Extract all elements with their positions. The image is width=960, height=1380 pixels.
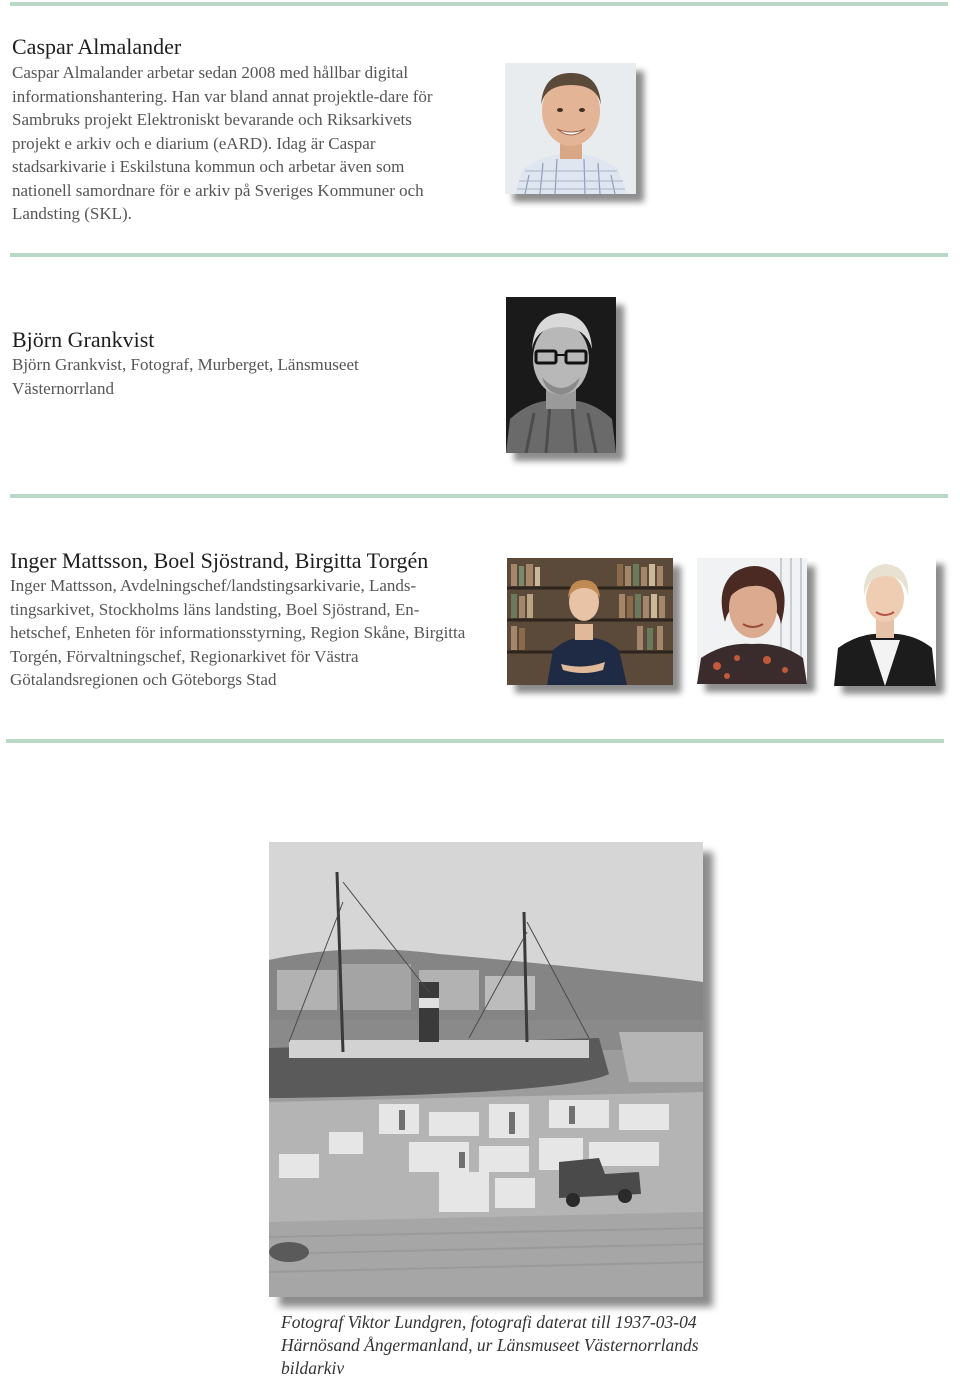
caption-line-2: Härnösand Ångermanland, ur Länsmuseet Västernorrlands xyxy=(281,1335,699,1355)
portrait-bjorn-photo xyxy=(506,297,616,453)
section-bio-bjorn: Björn Grankvist, Fotograf, Murberget, Länsmuseet Västernorrland xyxy=(12,355,359,398)
photo-caption xyxy=(281,1311,711,1380)
divider-3 xyxy=(6,739,944,743)
portrait-boel-image xyxy=(697,558,807,684)
caption-line-1: Fotograf Viktor Lundgren, fotografi daterat till 1937-03-04 xyxy=(281,1312,697,1332)
portrait-boel-photo xyxy=(697,558,807,684)
section-title-caspar: Caspar Almalander xyxy=(12,34,182,59)
portrait-inger-photo xyxy=(507,558,673,685)
divider-top xyxy=(10,2,948,6)
portrait-caspar-photo xyxy=(505,63,636,194)
portrait-bjorn-image xyxy=(506,297,616,453)
portrait-inger-image xyxy=(507,558,673,685)
portrait-caspar-image xyxy=(505,63,636,194)
section-bio-caspar: Caspar Almalander arbetar sedan 2008 med hållbar digital informationshantering. Han var bland annat projektle-dare för Sambruks projekt Elektroniskt bevarande och Riksarkivets projekt e arkiv och e diarium (eARD). Idag är Caspar stadsarkivarie i Eskilstuna kommun och arbetar även som nationell samordnare för e arkiv på Sveriges Kommuner och Landsting (SKL). xyxy=(12,63,433,223)
caption-line-3: bildarkiv xyxy=(281,1358,345,1378)
divider-1 xyxy=(10,253,948,257)
section-bio-group: Inger Mattsson, Avdelningschef/landstingsarkivarie, Lands-tingsarkivet, Stockholms läns landsting, Boel Sjöstrand, En-hetschef, Enheten för informationsstyrning, Region Skåne, Birgitta Torgén, Förvaltningschef, Regionarkivet för Västra Götalandsregionen och Göteborgs Stad xyxy=(10,576,466,689)
portrait-birgitta-photo xyxy=(834,556,936,686)
section-title-group: Inger Mattsson, Boel Sjöstrand, Birgitta Torgén xyxy=(10,548,429,573)
harbour-historic-image xyxy=(269,842,703,1297)
divider-2 xyxy=(10,494,948,498)
portrait-birgitta-image xyxy=(834,556,936,686)
harbour-historic-photo xyxy=(269,842,703,1297)
section-title-bjorn: Björn Grankvist xyxy=(12,327,155,352)
